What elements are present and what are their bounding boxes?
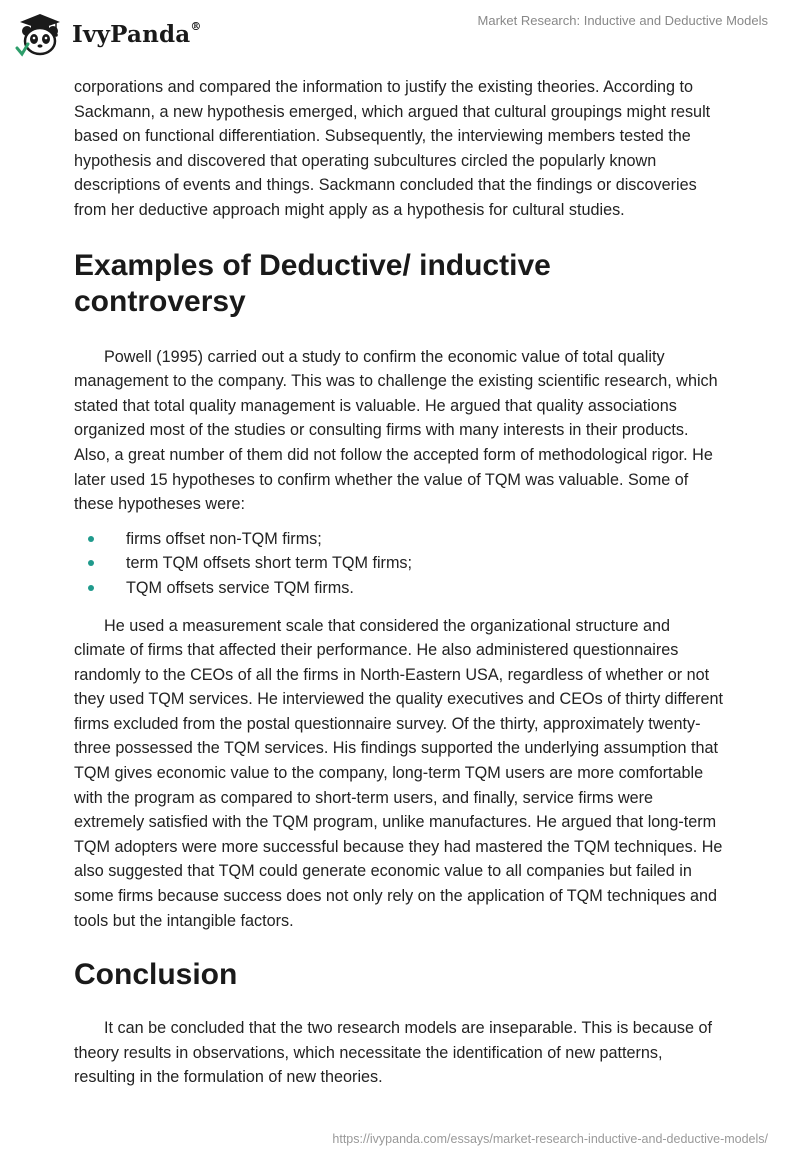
panda-graduate-icon — [14, 10, 64, 58]
examples-paragraph-1: Powell (1995) carried out a study to confirm the economic value of total quality management to the company. This was to challenge the existing scientific research, which stated that total quality management is valuable. He argued that quality associations organized most of the studies or consulting firms with many interests in their products. Also, a great number of them did not follow the accepted form of methodological rigor. He later used 15 hypotheses to confirm whether the value of TQM was valuable. Some of these hypotheses were: — [74, 347, 718, 514]
list-item — [74, 551, 724, 576]
list-item — [74, 576, 724, 601]
section-heading-examples: Examples of Deductive/ inductive controversy — [74, 248, 551, 318]
section-heading-conclusion: Conclusion — [74, 958, 238, 992]
bullet-icon — [88, 536, 94, 542]
list-item-text: firms offset non-TQM firms; — [126, 529, 322, 548]
ivypanda-logo[interactable] — [14, 10, 202, 58]
document-title: Market Research: Inductive and Deductive Models — [477, 13, 768, 28]
conclusion-paragraph: It can be concluded that the two research models are inseparable. This is because of theory results in observations, which necessitate the identification of new patterns, resulting in the formulation of new theories. — [74, 1019, 712, 1087]
examples-paragraph-2: He used a measurement scale that considered the organizational structure and climate of firms that affected their performance. He also administered questionnaires randomly to the CEOs of all the firms in North-Eastern USA, regardless of whether or not they used TQM services. He interviewed the quality executives and CEOs of thirty different firms excluded from the postal questionnaire survey. Of the thirty, approximately twenty-three possessed the TQM services. His findings supported the underlying assumption that TQM gives economic value to the company, long-term TQM users are more comfortable with the program as compared to short-term users, and finally, service firms were extremely satisfied with the TQM program, unlike manufactures. He argued that long-term TQM adopters were more successful because they had mastered the TQM techniques. He also suggested that TQM could generate economic value to all companies but failed in some firms because success does not only rely on the application of TQM techniques and tools but the intangible factors. — [74, 616, 724, 930]
page-header — [0, 0, 800, 70]
bullet-icon — [88, 585, 94, 591]
bullet-icon — [88, 560, 94, 566]
intro-paragraph: corporations and compared the information to justify the existing theories. According to Sackmann, a new hypothesis emerged, which argued that cultural groupings might result based on functional differentiation. Subsequently, the interviewing members tested the hypothesis and discovered that operating subcultures circled the popularly known descriptions of events and things. Sackmann concluded that the findings or discoveries from her deductive approach might apply as a hypothesis for cultural studies. — [74, 78, 711, 219]
list-item — [74, 527, 724, 552]
hypotheses-list — [74, 527, 724, 601]
source-url[interactable]: https://ivypanda.com/essays/market-research-inductive-and-deductive-models/ — [332, 1132, 768, 1146]
registered-mark: ® — [190, 19, 202, 33]
article-body — [74, 75, 724, 1090]
list-item-text: term TQM offsets short term TQM firms; — [126, 554, 413, 573]
list-item-text: TQM offsets service TQM firms. — [126, 578, 354, 597]
brand-name: IvyPanda — [72, 20, 191, 48]
